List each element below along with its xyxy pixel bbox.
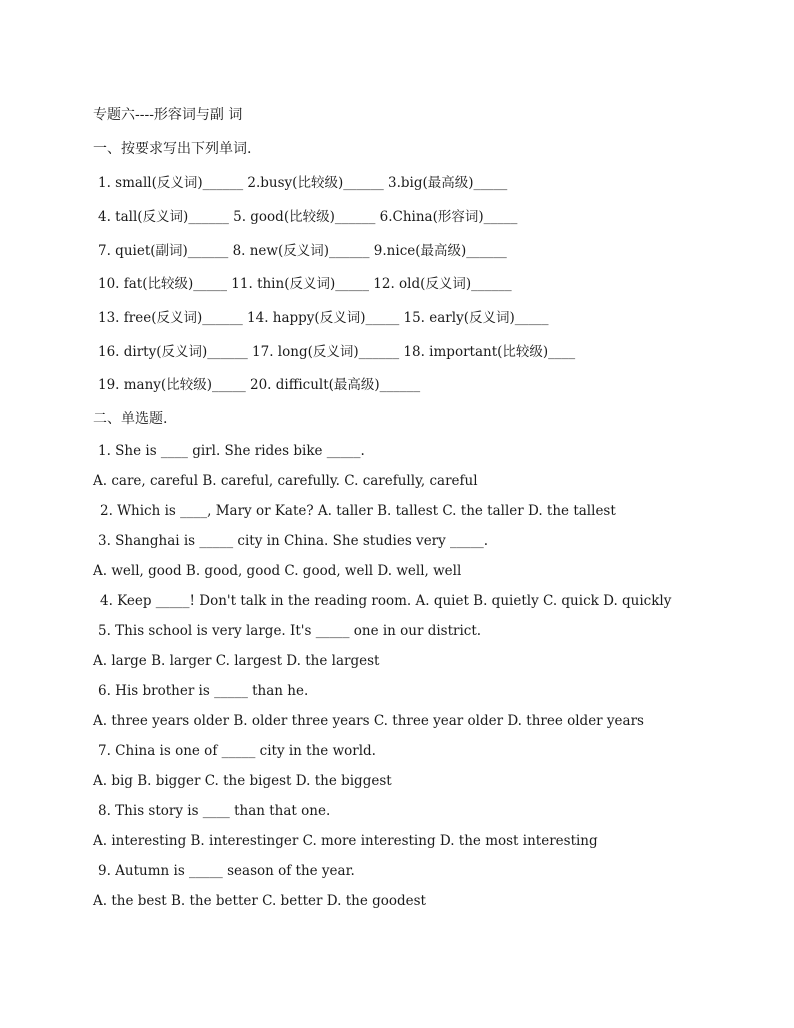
answer-options-line: A. interesting B. interestinger C. more interesting D. the most interesting: [93, 833, 598, 849]
question-line: 9. Autumn is _____ season of the year.: [98, 863, 355, 879]
section-2-heading: 二、单选题.: [93, 411, 168, 427]
question-line: 3. Shanghai is _____ city in China. She studies very _____.: [98, 533, 489, 549]
answer-options-line: A. three years older B. older three years C. three year older D. three older years: [93, 713, 644, 729]
exercise-1-line: 16. dirty(反义词)______ 17. long(反义词)______ 18. important(比较级)____: [98, 344, 576, 360]
question-line: 1. She is ____ girl. She rides bike _____.: [98, 443, 365, 459]
exercise-1-line: 4. tall(反义词)______ 5. good(比较级)______ 6.China(形容词)_____: [98, 209, 518, 225]
section-1-heading: 一、按要求写出下列单词.: [93, 141, 252, 157]
question-line: 8. This story is ____ than that one.: [98, 803, 331, 819]
answer-options-line: A. well, good B. good, good C. good, well D. well, well: [93, 563, 462, 579]
page-title: 专题六----形容词与副 词: [93, 107, 243, 123]
question-line: 7. China is one of _____ city in the world.: [98, 743, 376, 759]
exercise-1-line: 7. quiet(副词)______ 8. new(反义词)______ 9.nice(最高级)______: [98, 243, 507, 259]
exercise-1-line: 1. small(反义词)______ 2.busy(比较级)______ 3.big(最高级)_____: [98, 175, 508, 191]
answer-options-line: A. the best B. the better C. better D. the goodest: [93, 893, 426, 909]
question-line: 4. Keep _____! Don't talk in the reading room. A. quiet B. quietly C. quick D. quickly: [100, 593, 672, 609]
answer-options-line: A. large B. larger C. largest D. the largest: [93, 653, 380, 669]
exercise-1-line: 13. free(反义词)______ 14. happy(反义词)_____ 15. early(反义词)_____: [98, 310, 549, 326]
answer-options-line: A. care, careful B. careful, carefully. C. carefully, careful: [93, 473, 478, 489]
question-line: 2. Which is ____, Mary or Kate? A. taller B. tallest C. the taller D. the tallest: [100, 503, 616, 519]
question-line: 5. This school is very large. It's _____ one in our district.: [98, 623, 482, 639]
exercise-1-line: 19. many(比较级)_____ 20. difficult(最高级)______: [98, 377, 421, 393]
exercise-1-line: 10. fat(比较级)_____ 11. thin(反义词)_____ 12. old(反义词)______: [98, 276, 512, 292]
question-line: 6. His brother is _____ than he.: [98, 683, 309, 699]
answer-options-line: A. big B. bigger C. the bigest D. the biggest: [93, 773, 392, 789]
